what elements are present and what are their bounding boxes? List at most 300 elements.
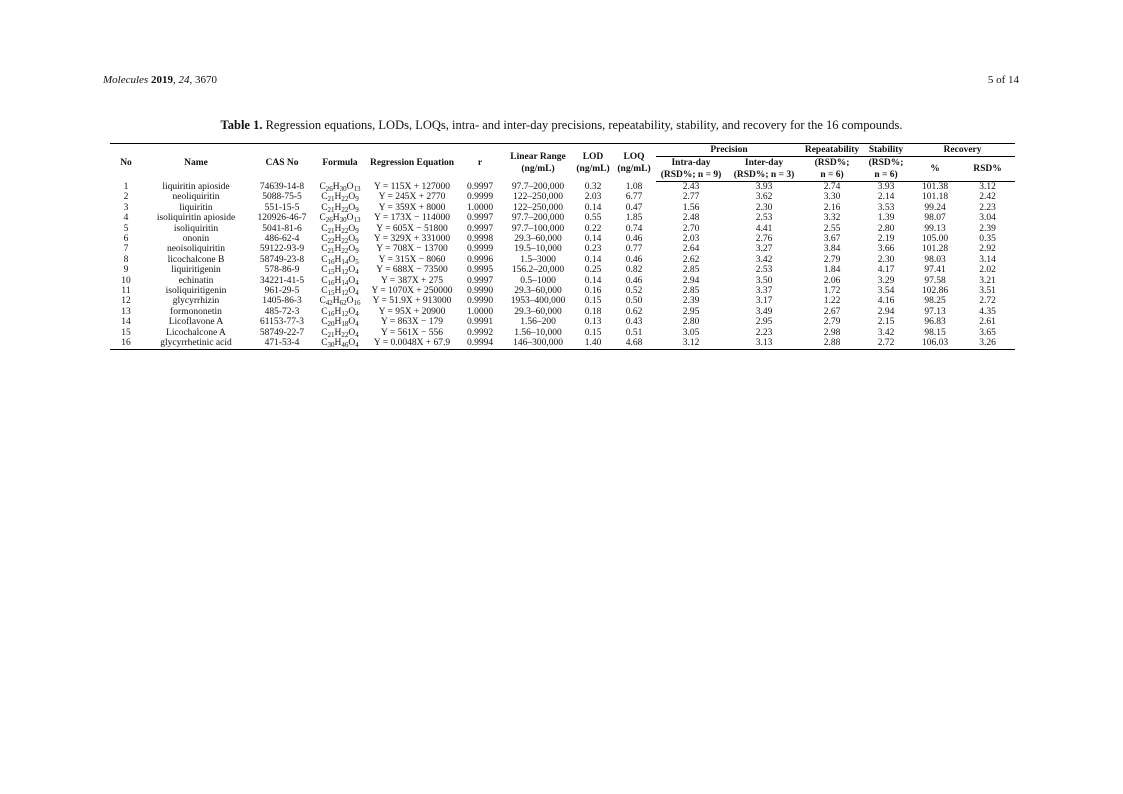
formula-count: 4 [355,341,359,349]
loq-cell: 0.52 [625,286,643,297]
r-cell: 0.9990 [466,296,494,307]
table-row [110,203,1015,213]
formula-count: 22 [341,237,349,245]
formula-element: O [348,265,356,276]
intra-day-cell: 2.03 [682,234,700,245]
table-row [110,307,1015,317]
formula-count: 22 [341,205,349,214]
formula-cell [314,244,366,254]
intra-day-cell: 2.43 [682,182,700,192]
table-row [110,244,1015,254]
range-cell: 0.5–1000 [520,275,556,286]
r-cell: 0.9990 [466,286,494,297]
formula-element: C [321,265,328,276]
repeatability-cell: 2.88 [802,338,862,349]
formula-element: C [321,223,328,234]
range-cell: 1.5–3000 [520,254,556,265]
equation-cell: Y = 245X + 2770 [378,192,446,203]
table-row [110,328,1015,338]
range-cell: 1953–400,000 [510,296,566,307]
intra-day-cell: 2.64 [682,244,700,255]
table-row [110,286,1015,296]
formula-element: C [319,213,326,224]
formula-count: 30 [339,216,347,224]
no-cell: 1 [123,181,129,192]
col-loq: LOQ (ng/mL) [612,144,656,182]
col-rep-rsd: (RSD%; n = 6) [802,157,862,182]
name-cell: Licochalcone A [166,327,226,338]
r-cell: 0.9997 [466,213,494,224]
cas-cell: 551-15-5 [264,202,300,213]
equation-cell: Y = 688X − 73500 [376,265,448,276]
lod-cell: 0.14 [584,202,602,213]
formula-cell [314,286,366,296]
equation-cell: Y = 0.0048X + 67.9 [366,338,458,349]
stability-cell: 3.53 [877,202,895,213]
cas-cell: 578-86-9 [264,265,300,276]
formula-count: 30 [339,184,347,193]
col-intra: Intra-day (RSD%; n = 9) [656,157,726,182]
col-inter: Inter-day (RSD%; n = 3) [726,157,802,182]
formula-element: O [348,317,356,328]
repeatability-cell: 2.98 [823,327,841,338]
r-cell: 0.9991 [466,317,494,328]
repeatability-cell: 3.30 [823,192,841,203]
formula-count: 18 [341,320,349,328]
caption-text: Regression equations, LODs, LOQs, intra- and inter-day precisions, repeatability, stability, and recovery for the 16 compounds. [262,118,903,132]
recovery-rsd-cell: 3.21 [979,275,996,286]
lod-cell: 0.18 [584,306,602,317]
lod-cell: 0.13 [584,317,602,328]
stability-cell: 2.30 [877,254,895,265]
stability-cell: 1.39 [877,213,895,224]
formula-cell [314,276,366,286]
col-repeatability: Repeatability [802,144,862,157]
formula-element: C [321,202,328,213]
running-head: Molecules 2019, 24, 3670 [103,74,217,86]
recovery-pct-cell: 98.03 [924,254,946,265]
stability-cell: 2.94 [877,306,895,317]
col-name: Name [142,144,250,182]
recovery-rsd-cell: 3.51 [979,286,996,297]
lod-cell: 0.14 [584,254,602,265]
formula-cell [314,224,366,234]
formula-element: C [319,181,326,192]
formula-count: 9 [355,247,359,255]
equation-cell: Y = 359X + 8000 [378,202,446,213]
formula-count: 26 [325,184,333,193]
recovery-pct-cell: 101.18 [921,192,949,203]
repeatability-cell: 3.32 [823,213,841,224]
cas-cell: 961-29-5 [264,286,300,297]
name-cell: licochalcone B [167,254,225,265]
equation-cell: Y = 708X − 13700 [376,244,448,255]
formula-element: C [321,317,328,328]
no-cell: 11 [121,286,131,297]
cas-cell: 120926-46-7 [257,213,307,224]
formula-element: O [348,338,356,349]
col-formula: Formula [314,144,366,182]
formula-count: 13 [353,216,361,224]
loq-cell: 0.82 [625,265,643,276]
inter-day-cell: 2.30 [755,202,773,213]
loq-cell: 4.68 [612,338,656,349]
inter-day-cell: 3.42 [755,254,773,265]
inter-day-cell: 3.62 [755,192,773,203]
recovery-pct-cell: 97.41 [924,265,946,276]
formula-count: 9 [355,195,359,203]
no-cell: 8 [123,254,129,265]
formula-cell [314,307,366,317]
equation-cell: Y = 605X − 51800 [376,223,448,234]
range-cell: 122–250,000 [513,192,563,203]
regression-table [110,143,1015,350]
formula-count: 16 [327,309,335,318]
table-row [110,255,1015,265]
name-cell: isoliquiritigenin [165,286,227,297]
lod-cell: 0.16 [584,286,602,297]
formula-element: O [346,181,354,192]
formula-count: 20 [327,320,335,328]
lod-cell: 0.14 [584,234,602,245]
inter-day-cell: 4.41 [755,223,773,234]
no-cell: 2 [123,192,129,203]
cas-cell: 34221-41-5 [259,275,305,286]
cas-cell: 58749-22-7 [259,327,305,338]
formula-count: 22 [341,195,349,203]
formula-count: 22 [341,330,349,339]
lod-cell: 0.55 [584,213,602,224]
no-cell: 12 [121,296,131,307]
table-row [110,265,1015,275]
col-range: Linear Range (ng/mL) [502,144,574,182]
inter-day-cell: 2.53 [755,213,773,224]
range-cell: 1.56–10,000 [514,327,562,338]
table-row [110,296,1015,306]
formula-element: C [321,327,328,338]
formula-cell [314,338,366,349]
stability-cell: 3.54 [877,286,895,297]
inter-day-cell: 3.49 [755,306,773,317]
intra-day-cell: 1.56 [682,202,700,213]
range-cell: 156.2–20,000 [511,265,565,276]
table-row [110,276,1015,286]
recovery-pct-cell: 101.28 [921,244,949,255]
recovery-rsd-cell: 2.02 [979,265,996,276]
formula-element: O [348,234,356,245]
name-cell: liquiritigenin [171,265,221,276]
cas-cell: 58749-23-8 [259,254,305,265]
formula-count: 9 [355,226,359,235]
formula-element: H [334,317,342,328]
cas-cell: 486-62-4 [264,234,300,245]
formula-element: H [332,181,340,192]
formula-element: O [348,306,356,317]
no-cell: 4 [123,213,129,224]
cas-cell: 471-53-4 [250,338,314,349]
col-equation: Regression Equation [366,144,458,182]
formula-count: 14 [341,257,349,266]
equation-cell: Y = 95X + 20900 [378,306,446,317]
formula-cell [314,182,366,193]
journal-year: 2019 [150,74,173,86]
formula-cell [314,213,366,223]
loq-cell: 0.46 [625,254,643,265]
loq-cell: 0.47 [625,202,643,213]
recovery-rsd-cell: 2.61 [979,317,996,328]
col-stability: Stability [862,144,910,157]
table-body [110,182,1015,350]
formula-element: H [332,213,340,224]
loq-cell: 0.43 [625,317,643,328]
formula-element: C [321,286,328,297]
recovery-rsd-cell: 4.35 [979,306,996,317]
formula-count: 62 [339,299,347,307]
intra-day-cell: 2.70 [682,223,700,234]
loq-cell: 6.77 [625,192,643,203]
range-cell: 29.3–60,000 [514,306,562,317]
formula-element: O [348,275,356,286]
formula-element: O [348,244,356,255]
intra-day-cell: 2.48 [682,213,700,224]
formula-count: 22 [341,247,349,255]
r-cell: 1.0000 [466,202,494,213]
formula-element: H [334,286,342,297]
recovery-rsd-cell: 0.35 [979,234,996,245]
formula-count: 12 [341,309,349,318]
journal-volume: 24 [178,74,190,86]
r-cell: 0.9999 [466,244,494,255]
equation-cell: Y = 115X + 127000 [374,181,450,192]
equation-cell: Y = 51.9X + 913000 [372,296,452,307]
name-cell: glycyrrhetinic acid [142,338,250,349]
recovery-pct-cell: 106.03 [910,338,960,349]
formula-cell [314,328,366,338]
repeatability-cell: 2.79 [823,254,841,265]
formula-count: 42 [325,299,333,307]
formula-element: C [321,306,328,317]
inter-day-cell: 2.23 [755,327,773,338]
stability-cell: 2.14 [877,192,895,203]
range-cell: 29.3–60,000 [514,234,562,245]
formula-count: 4 [355,268,359,276]
recovery-pct-cell: 99.13 [924,223,946,234]
formula-element: H [334,265,342,276]
formula-count: 9 [355,237,359,245]
loq-cell: 0.46 [625,234,643,245]
page-number: 5 of 14 [987,74,1019,86]
recovery-pct-cell: 97.58 [924,275,946,286]
range-cell: 1.56–200 [520,317,556,328]
no-cell: 6 [123,234,129,245]
formula-element: C [321,244,328,255]
formula-count: 21 [327,330,335,339]
inter-day-cell: 2.53 [755,265,773,276]
formula-element: O [348,327,356,338]
inter-day-cell: 2.76 [755,234,773,245]
formula-count: 46 [341,341,349,349]
formula-element: H [334,223,342,234]
recovery-rsd-cell: 3.65 [979,327,996,338]
no-cell: 5 [123,223,129,234]
name-cell: liquiritin apioside [162,181,230,192]
repeatability-cell: 2.79 [823,317,841,328]
no-cell: 15 [121,327,131,338]
range-cell: 122–250,000 [513,202,563,213]
loq-cell: 0.74 [625,223,643,234]
recovery-pct-cell: 97.13 [924,306,946,317]
equation-cell: Y = 561X − 556 [380,327,444,338]
formula-element: C [321,192,328,203]
repeatability-cell: 3.84 [823,244,841,255]
no-cell: 10 [121,275,131,286]
formula-cell [314,255,366,265]
r-cell: 0.9996 [466,254,494,265]
caption-label: Table 1. [220,118,263,132]
col-recovery-rsd: RSD% [960,157,1015,182]
col-lod: LOD (ng/mL) [574,144,612,182]
formula-element: C [321,275,328,286]
repeatability-cell: 3.67 [823,234,841,245]
lod-cell: 0.23 [584,244,602,255]
col-recovery-pct: % [910,157,960,182]
formula-count: 16 [327,257,335,266]
formula-cell [314,203,366,213]
cas-cell: 5041-81-6 [262,223,302,234]
formula-element: H [332,296,340,307]
formula-element: H [334,192,342,203]
journal-name: Molecules [103,74,149,86]
lod-cell: 0.25 [584,265,602,276]
col-cas: CAS No [250,144,314,182]
no-cell: 13 [121,306,131,317]
intra-day-cell: 2.39 [682,296,700,307]
formula-cell [314,296,366,306]
formula-count: 9 [355,205,359,214]
formula-count: 14 [341,278,349,287]
formula-count: 21 [327,205,335,214]
col-group-precision: Precision [656,144,802,157]
name-cell: neoisoliquiritin [166,244,226,255]
loq-cell: 0.46 [625,275,643,286]
repeatability-cell: 2.74 [823,182,841,192]
col-no: No [110,144,142,182]
loq-cell: 1.08 [625,181,643,192]
header-row-1 [110,144,1015,157]
inter-day-cell: 3.13 [726,338,802,349]
table-row [110,182,1015,193]
intra-day-cell: 3.12 [656,338,726,349]
table-row [110,234,1015,244]
formula-count: 21 [327,195,335,203]
name-cell: liquiritin [179,202,213,213]
recovery-pct-cell: 98.15 [924,327,946,338]
table-row [110,224,1015,234]
formula-element: C [321,338,328,349]
formula-count: 13 [353,184,361,193]
formula-element: H [334,244,342,255]
formula-count: 5 [355,257,359,266]
stability-cell: 3.29 [877,275,895,286]
formula-cell [314,192,366,202]
name-cell: isoliquiritin apioside [156,213,236,224]
name-cell: Licoflavone A [168,317,224,328]
no-cell: 16 [110,338,142,349]
stability-cell: 4.16 [877,296,895,307]
formula-count: 22 [341,226,349,235]
recovery-rsd-cell: 3.12 [979,182,996,192]
range-cell: 29.3–60,000 [514,286,562,297]
repeatability-cell: 2.06 [823,275,841,286]
loq-cell: 0.77 [625,244,643,255]
cas-cell: 59122-93-9 [259,244,305,255]
formula-count: 21 [327,226,335,235]
loq-cell: 1.85 [625,213,643,224]
formula-element: H [334,254,342,265]
equation-cell: Y = 329X + 331000 [373,234,451,245]
cas-cell: 61153-77-3 [260,317,304,328]
stability-cell: 2.19 [877,234,895,245]
formula-count: 4 [355,330,359,339]
repeatability-cell: 2.55 [823,223,841,234]
lod-cell: 0.14 [584,275,602,286]
loq-cell: 0.50 [625,296,643,307]
formula-count: 16 [353,299,361,307]
table-caption [0,118,1123,133]
table-row [110,192,1015,202]
formula-element: H [334,202,342,213]
formula-count: 16 [327,278,335,287]
formula-element: H [334,327,342,338]
formula-count: 4 [355,278,359,287]
lod-cell: 0.15 [584,296,602,307]
range-cell: 97.7–200,000 [511,181,565,192]
table-row [110,317,1015,327]
no-cell: 14 [121,317,131,328]
recovery-rsd-cell: 2.92 [979,244,996,255]
inter-day-cell: 3.93 [755,182,773,192]
r-cell: 0.9998 [466,234,494,245]
stability-cell: 2.15 [877,317,895,328]
intra-day-cell: 2.77 [682,192,700,203]
stability-cell: 3.42 [877,327,895,338]
recovery-rsd-cell: 2.23 [979,202,996,213]
name-cell: ononin [182,234,210,245]
inter-day-cell: 3.27 [755,244,773,255]
recovery-pct-cell: 102.86 [921,286,949,297]
stability-cell: 4.17 [877,265,895,276]
table-row [110,338,1015,349]
name-cell: formononetin [170,306,222,317]
intra-day-cell: 2.62 [682,254,700,265]
formula-count: 30 [327,341,335,349]
recovery-rsd-cell: 2.72 [979,296,996,307]
recovery-pct-cell: 105.00 [921,234,949,245]
inter-day-cell: 3.17 [755,296,773,307]
formula-count: 15 [327,289,335,297]
r-cell: 0.9997 [466,181,494,192]
recovery-pct-cell: 96.83 [924,317,946,328]
repeatability-cell: 2.67 [823,306,841,317]
formula-cell [314,317,366,327]
formula-count: 4 [355,289,359,297]
formula-element: O [348,192,356,203]
intra-day-cell: 2.95 [682,306,700,317]
lod-cell: 1.40 [574,338,612,349]
recovery-rsd-cell: 3.04 [979,213,996,224]
table-row [110,213,1015,223]
formula-count: 12 [341,289,349,297]
